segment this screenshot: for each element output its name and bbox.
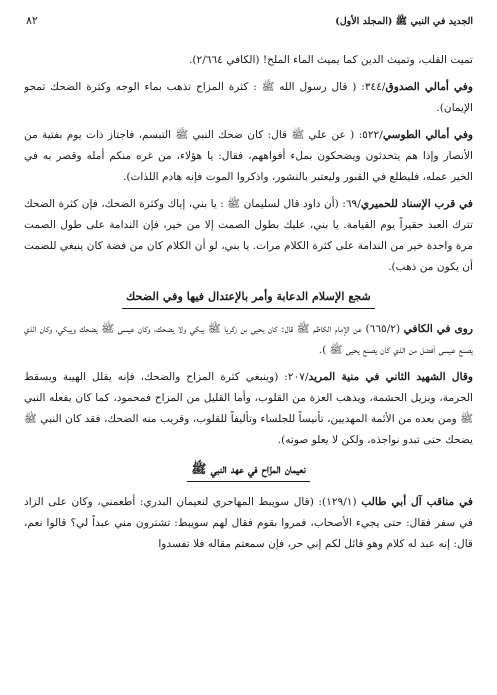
paragraph-lead: في مناقب آل أبي طالب	[361, 496, 473, 508]
running-title: الجديد في النبي ﷺ (المجلد الأول)	[335, 16, 473, 27]
paragraph	[24, 319, 473, 361]
paragraph-lead: وفي أمالي الطوسي	[382, 129, 473, 141]
paragraph	[24, 50, 473, 71]
paragraph-lead: وفي أمالي الصدوق	[385, 81, 473, 93]
section-heading-text: شجع الإسلام الدعابة وأمر بالإعتدال فيها وفي الضحك	[122, 286, 375, 309]
paragraph-text: /٣٤٤: ( قال رسول الله ﷺ : كثرة المزاح تذهب بماء الوجه وكثرة الضحك تمحو الإيمان).	[24, 81, 473, 114]
document-page	[24, 14, 473, 682]
paragraph-text: (١٢٩/١): (قال سويبط المهاجري لنعيمان البدري: أطعمني، وكان على الزاد في سفر فقال: حتى يجيء الأصحاب، فمروا بقوم فقال لهم سويبط: تشترون مني عبداً لي؟ قالوا نعم، قال: إنه عبد له كلام وهو قائل لكم إني حر، فإن سمعتم مقاله فلا تفسدوا	[24, 496, 473, 550]
paragraph-text: /٦٩: (أن داود قال لسليمان ﷺ : يا بني، إياك وكثرة الضحك، فإن كثرة الضحك تترك العبد حقيراً يوم القيامة. يا بني، عليك بطول الصمت إلا من خير، فإن الندامة على طول الصمت مرة واحدة خير من الندامة على كثرة الكلام مرات. يا بني، لو أن الكلام كان من فضة كان ينبغي للصمت أن يكون من ذهب).	[24, 198, 473, 273]
paragraph	[24, 125, 473, 188]
paragraph	[24, 77, 473, 119]
paragraph	[24, 194, 473, 278]
section-heading	[24, 286, 473, 309]
page-header	[24, 14, 473, 34]
paragraph	[24, 367, 473, 451]
paragraph-text: /٥٢٢: ( عن علي ﷺ قال: كان ضحك النبي ﷺ التبسم، فاجتاز ذات يوم بفتية من الأنصار وإذا هم يتحدثون ويضحكون بملء أفواههم، فقال: يا هؤلاء، من غره منكم أمله وقصر به في الخير عمله، فليطلع في القبور وليعتبر بالنشور، واذكروا الموت فإنه هادم اللذات).	[24, 129, 473, 183]
page-number: ٨٢	[26, 14, 38, 27]
paragraph-lead: وقال الشهيد الثاني في منية المريد	[308, 371, 473, 383]
section-heading-text: نعيمان المزّاح في عهد النبي ﷺ	[187, 459, 309, 482]
paragraph-text: تميت القلب، وتميث الدين كما يميث الماء الملح! (الكافي ٢/٦٦٤).	[189, 54, 473, 66]
paragraph-text: (٦٦٥/٢) عن الإمام الكاظم ﷺ قال: كان يحيى بن زكريا ﷺ يبكي ولا يضحك، وكان عيسى ﷺ يضحك ويبكي، وكان الذي يصنع عيسى أفضل من الذي كان يصنع يحيى ﷺ ).	[24, 323, 473, 356]
paragraph	[24, 492, 473, 555]
paragraph-lead: روى في الكافي	[403, 323, 473, 335]
section-heading	[24, 459, 473, 482]
paragraph-text: /٢٠٧: (وينبغي كثرة المزاح والضحك، فإنه يقلل الهيبة ويسقط الحرمة، ويزيل الحشمة، ويذهب العزة من القلوب، وأما القليل من المزاح فمحمود، كما كان يفعله النبي ﷺ ومن بعده من الأئمة المهديين، تأنيساً للجلساء وتأليفاً للقلوب، وقريب منه الضحك، فقد كان النبي ﷺ يضحك حتى تبدو نواجذه، ولكن لا يعلو صوته).	[24, 371, 473, 446]
paragraph-lead: في قرب الإسناد للحميري	[360, 198, 473, 210]
